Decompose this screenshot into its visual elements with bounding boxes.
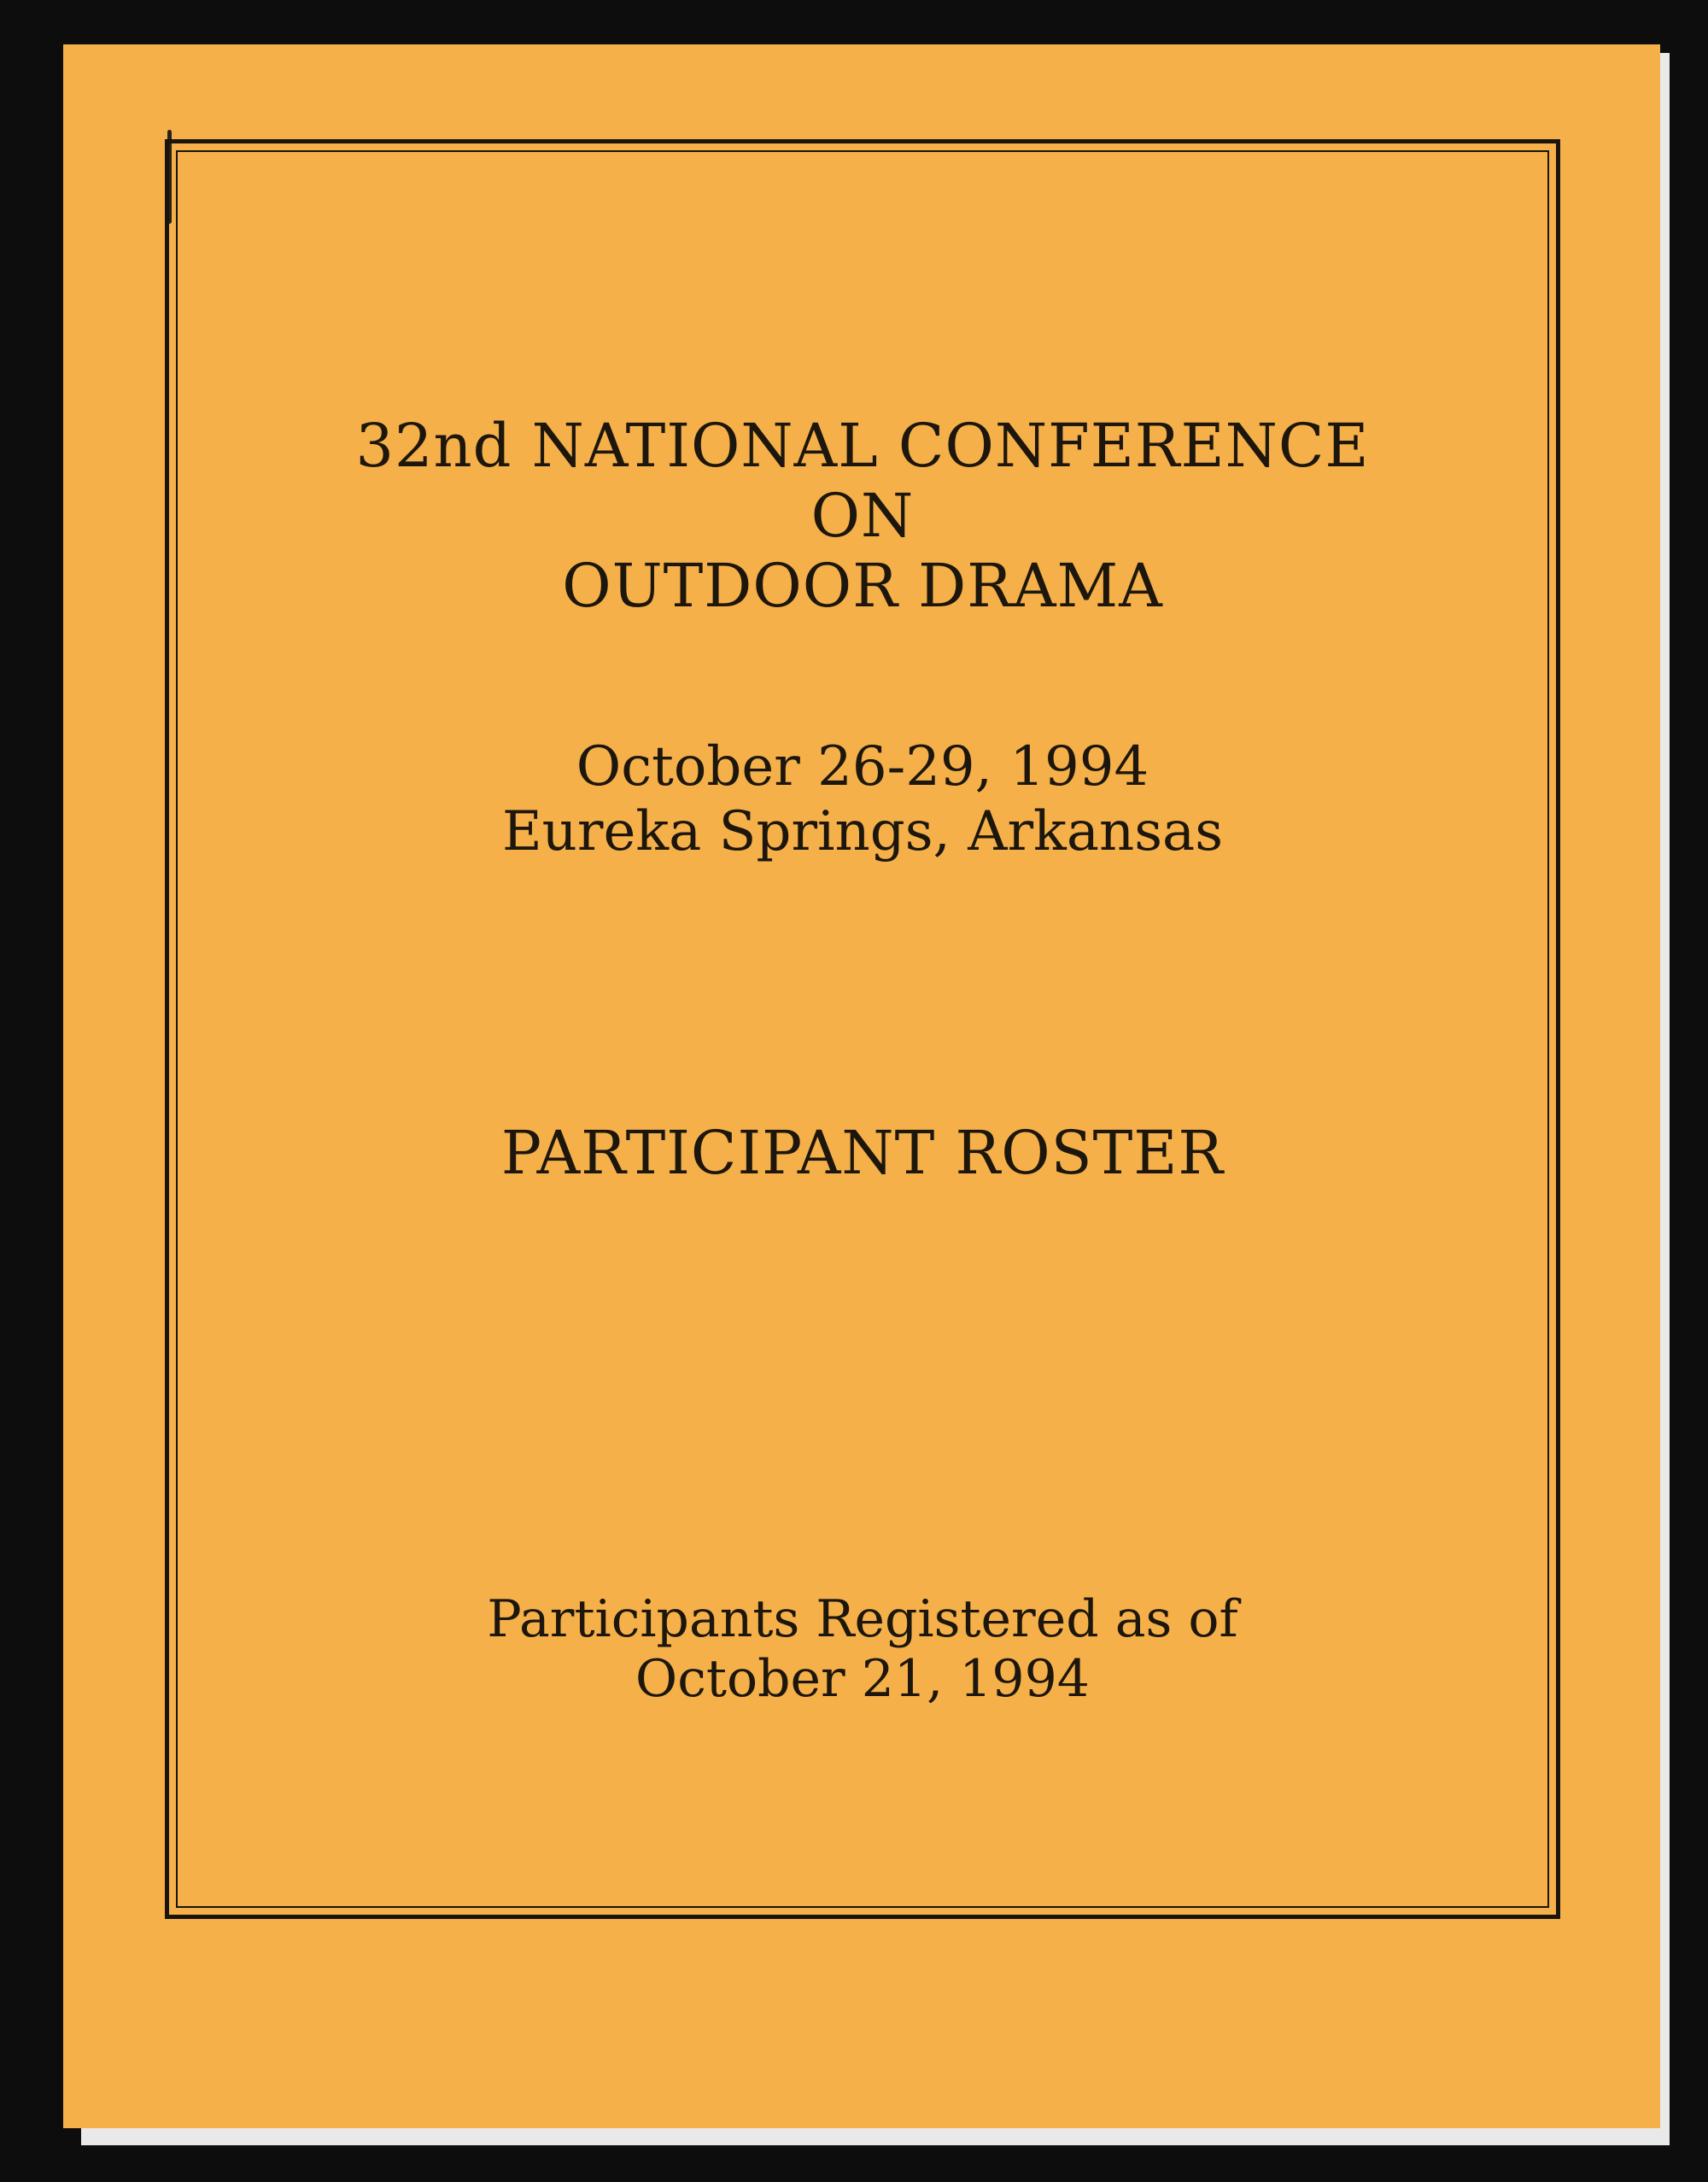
registration-note-line-1: Participants Registered as of <box>487 1589 1238 1649</box>
title-line-1: 32nd NATIONAL CONFERENCE <box>355 411 1370 481</box>
event-location: Eureka Springs, Arkansas <box>501 800 1224 863</box>
conference-title <box>176 411 1549 621</box>
event-dates: October 26-29, 1994 <box>576 735 1149 799</box>
title-line-2: ON <box>810 481 915 551</box>
event-info <box>176 734 1549 864</box>
title-line-3: OUTDOOR DRAMA <box>562 551 1163 621</box>
registration-note-line-2: October 21, 1994 <box>635 1649 1090 1709</box>
cover-content <box>176 150 1549 1908</box>
roster-heading: PARTICIPANT ROSTER <box>500 1118 1225 1188</box>
registration-note <box>176 1589 1549 1709</box>
